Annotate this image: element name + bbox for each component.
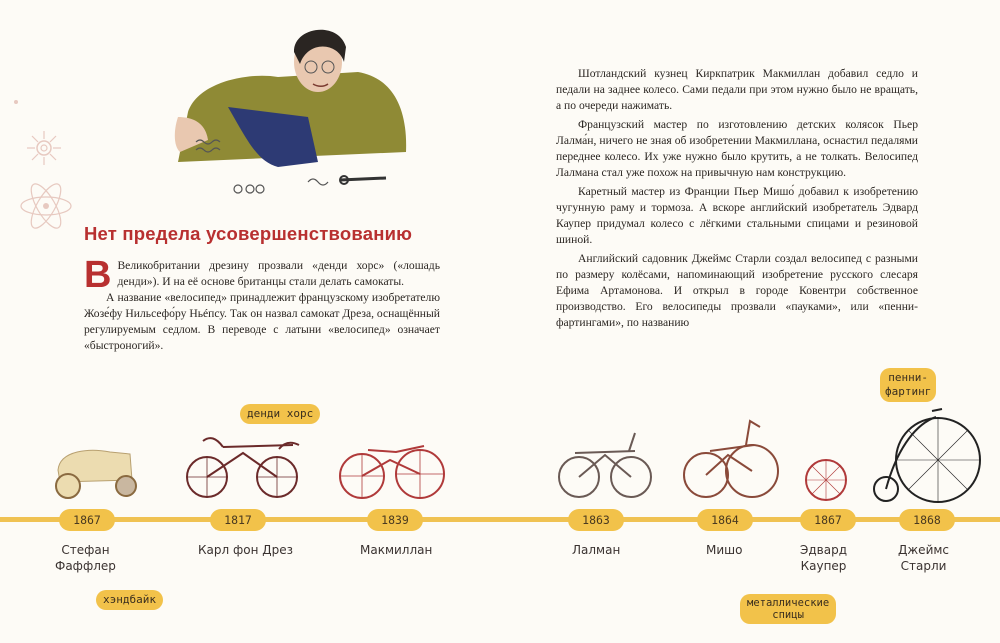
- year-badge: 1867: [800, 509, 856, 531]
- inventor-name: Макмиллан: [360, 543, 433, 557]
- inventor-illustration: [168, 22, 418, 202]
- inventor-name: Карл фон Дрез: [198, 543, 293, 557]
- dropcap: В: [84, 254, 112, 296]
- inventor-name: Мишо: [706, 543, 743, 557]
- year-badge: 1864: [697, 509, 753, 531]
- macmillan-bike-illustration: [338, 430, 448, 502]
- right-paragraph-2: Французский мастер по изготовлению детских колясок Пьер Лалма́н, ничего не зная об изобретении Макмиллана, оснастил педалями переднее колесо. Их уже нужно было крутить, а не толкать. Велосипед Лалмана стал уже похож на привычную нам конструкцию.: [556, 118, 918, 179]
- inventor-name: Джеймс Старли: [898, 543, 950, 573]
- handbike-illustration: [50, 440, 150, 500]
- right-paragraph-4: Английский садовник Джеймс Старли создал велосипед с разными по размеру колёсами, напоминающий изобретение русского слесаря Ефима Артамонова. И открыл в городе Ковентри собственное производство. Его велосипеды прозвали «пауками», или «пенни-фартингами», по названию: [556, 252, 918, 329]
- left-paragraph-1: Великобритании дрезину прозвали «денди хорс» («лошадь денди»). И на её основе британцы стали делать самокаты.: [117, 259, 440, 288]
- year-badge: 1839: [367, 509, 423, 531]
- spark-icon: [10, 96, 22, 108]
- section-heading: Нет предела усовершенствованию: [84, 223, 413, 244]
- dandy-horse-bubble: денди хорс: [240, 404, 320, 424]
- year-badge: 1867: [59, 509, 115, 531]
- left-column: [84, 254, 440, 354]
- handbike-bubble: хэндбайк: [96, 590, 163, 610]
- michaux-bike-illustration: [680, 415, 780, 500]
- left-paragraph-2: А название «велосипед» принадлежит французскому изобретателю Жозе́фу Нильсефо́ру Ньéпсу. Так он назвал самокат Дреза, оснащённый регулируемым седлом. В переводе с латыни «велосипед» означает «быстроногий».: [84, 291, 440, 352]
- draisine-illustration: [183, 425, 313, 500]
- year-badge: 1863: [568, 509, 624, 531]
- inventor-name: Стефан Фаффлер: [55, 543, 116, 573]
- gear-icon: [24, 128, 64, 168]
- right-paragraph-3: Каретный мастер из Франции Пьер Мишо́ добавил к изобретению чугунную раму и тормоза. А вскоре английский изобретатель Эдвард Каупер придумал колесо с лёгкими стальными спицами и резиновой шиной.: [556, 185, 918, 246]
- inventor-name: Лалман: [572, 543, 621, 557]
- metal-spokes-bubble: металлические спицы: [740, 594, 836, 624]
- right-paragraph-1: Шотландский кузнец Киркпатрик Макмиллан добавил седло и педали на заднее колесо. Сами педали при этом нужно было не вращать, а по очереди нажимать.: [556, 67, 918, 112]
- penny-farthing-illustration: [868, 405, 988, 505]
- cowper-wheel-illustration: [804, 458, 848, 502]
- atom-icon: [18, 178, 74, 234]
- penny-farthing-bubble: пенни- фартинг: [880, 368, 936, 402]
- lallement-bike-illustration: [555, 425, 655, 500]
- year-badge: 1817: [210, 509, 266, 531]
- right-column: [556, 66, 918, 331]
- year-badge: 1868: [899, 509, 955, 531]
- inventor-name: Эдвард Каупер: [800, 543, 848, 573]
